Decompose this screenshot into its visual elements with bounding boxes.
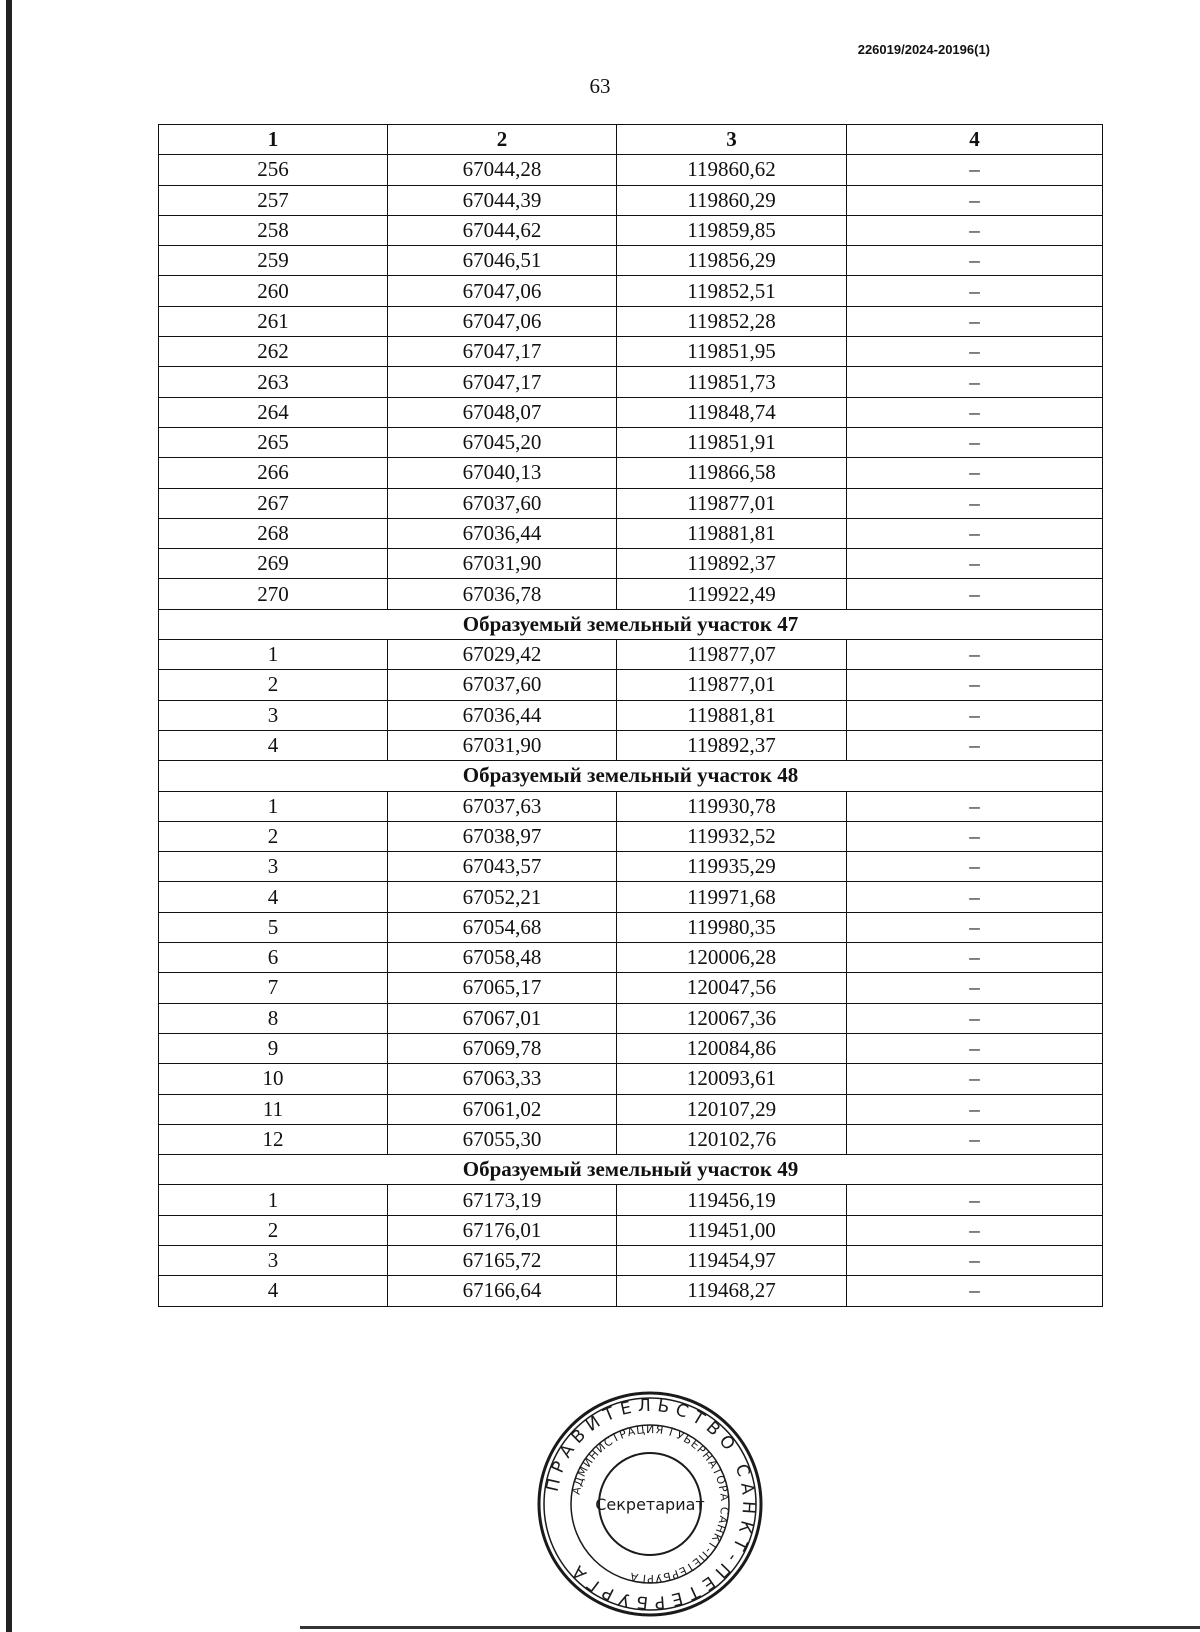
point-number-cell: 267 [159, 488, 388, 518]
y-coordinate-cell: 119971,68 [617, 882, 847, 912]
x-coordinate-cell: 67043,57 [388, 852, 617, 882]
x-coordinate-cell: 67052,21 [388, 882, 617, 912]
point-number-cell: 3 [159, 700, 388, 730]
y-coordinate-cell: 119456,19 [617, 1185, 847, 1215]
x-coordinate-cell: 67165,72 [388, 1245, 617, 1275]
note-cell: – [847, 579, 1103, 609]
point-number-cell: 3 [159, 1245, 388, 1275]
point-number-cell: 4 [159, 1276, 388, 1306]
note-cell: – [847, 458, 1103, 488]
note-cell: – [847, 1064, 1103, 1094]
y-coordinate-cell: 119881,81 [617, 518, 847, 548]
note-cell: – [847, 549, 1103, 579]
x-coordinate-cell: 67176,01 [388, 1215, 617, 1245]
y-coordinate-cell: 119866,58 [617, 458, 847, 488]
y-coordinate-cell: 119851,95 [617, 337, 847, 367]
x-coordinate-cell: 67047,17 [388, 337, 617, 367]
note-cell: – [847, 1215, 1103, 1245]
column-header: 3 [617, 125, 847, 155]
table-header-row [159, 125, 1103, 155]
y-coordinate-cell: 119852,28 [617, 306, 847, 336]
point-number-cell: 266 [159, 458, 388, 488]
note-cell: – [847, 427, 1103, 457]
point-number-cell: 265 [159, 427, 388, 457]
point-number-cell: 9 [159, 1033, 388, 1063]
note-cell: – [847, 276, 1103, 306]
table-row [159, 458, 1103, 488]
x-coordinate-cell: 67029,42 [388, 640, 617, 670]
seal-center-text: Секретариат [595, 1495, 705, 1514]
table-row [159, 1094, 1103, 1124]
note-cell: – [847, 912, 1103, 942]
y-coordinate-cell: 119877,01 [617, 488, 847, 518]
table-row [159, 488, 1103, 518]
note-cell: – [847, 973, 1103, 1003]
y-coordinate-cell: 119892,37 [617, 549, 847, 579]
table-row [159, 670, 1103, 700]
note-cell: – [847, 943, 1103, 973]
x-coordinate-cell: 67063,33 [388, 1064, 617, 1094]
x-coordinate-cell: 67036,78 [388, 579, 617, 609]
table-row [159, 367, 1103, 397]
section-title: Образуемый земельный участок 48 [159, 761, 1103, 791]
table-row [159, 700, 1103, 730]
y-coordinate-cell: 119856,29 [617, 246, 847, 276]
y-coordinate-cell: 120067,36 [617, 1003, 847, 1033]
note-cell: – [847, 185, 1103, 215]
note-cell: – [847, 730, 1103, 760]
point-number-cell: 256 [159, 155, 388, 185]
table-row [159, 1185, 1103, 1215]
column-header: 1 [159, 125, 388, 155]
note-cell: – [847, 215, 1103, 245]
point-number-cell: 1 [159, 791, 388, 821]
y-coordinate-cell: 120006,28 [617, 943, 847, 973]
point-number-cell: 2 [159, 1215, 388, 1245]
y-coordinate-cell: 119922,49 [617, 579, 847, 609]
table-row [159, 518, 1103, 548]
note-cell: – [847, 1094, 1103, 1124]
note-cell: – [847, 155, 1103, 185]
section-title: Образуемый земельный участок 49 [159, 1155, 1103, 1185]
x-coordinate-cell: 67173,19 [388, 1185, 617, 1215]
table-row [159, 1245, 1103, 1275]
table-row [159, 579, 1103, 609]
point-number-cell: 2 [159, 821, 388, 851]
note-cell: – [847, 1185, 1103, 1215]
point-number-cell: 11 [159, 1094, 388, 1124]
note-cell: – [847, 488, 1103, 518]
table-row [159, 640, 1103, 670]
table-row [159, 821, 1103, 851]
table-row [159, 912, 1103, 942]
y-coordinate-cell: 120047,56 [617, 973, 847, 1003]
point-number-cell: 4 [159, 730, 388, 760]
point-number-cell: 259 [159, 246, 388, 276]
note-cell: – [847, 1276, 1103, 1306]
x-coordinate-cell: 67045,20 [388, 427, 617, 457]
point-number-cell: 12 [159, 1124, 388, 1154]
note-cell: – [847, 246, 1103, 276]
section-row [159, 761, 1103, 791]
column-header: 2 [388, 125, 617, 155]
x-coordinate-cell: 67069,78 [388, 1033, 617, 1063]
x-coordinate-cell: 67036,44 [388, 518, 617, 548]
x-coordinate-cell: 67055,30 [388, 1124, 617, 1154]
note-cell: – [847, 640, 1103, 670]
point-number-cell: 260 [159, 276, 388, 306]
table-row [159, 882, 1103, 912]
y-coordinate-cell: 120102,76 [617, 1124, 847, 1154]
table-row [159, 306, 1103, 336]
x-coordinate-cell: 67065,17 [388, 973, 617, 1003]
note-cell: – [847, 1124, 1103, 1154]
note-cell: – [847, 1245, 1103, 1275]
table-row [159, 276, 1103, 306]
table-row [159, 852, 1103, 882]
note-cell: – [847, 337, 1103, 367]
y-coordinate-cell: 119877,01 [617, 670, 847, 700]
point-number-cell: 258 [159, 215, 388, 245]
table-body [159, 155, 1103, 1306]
note-cell: – [847, 518, 1103, 548]
y-coordinate-cell: 120084,86 [617, 1033, 847, 1063]
table-row [159, 1215, 1103, 1245]
note-cell: – [847, 882, 1103, 912]
y-coordinate-cell: 119881,81 [617, 700, 847, 730]
x-coordinate-cell: 67037,60 [388, 670, 617, 700]
y-coordinate-cell: 119852,51 [617, 276, 847, 306]
x-coordinate-cell: 67046,51 [388, 246, 617, 276]
table-row [159, 246, 1103, 276]
y-coordinate-cell: 119848,74 [617, 397, 847, 427]
note-cell: – [847, 1003, 1103, 1033]
x-coordinate-cell: 67044,28 [388, 155, 617, 185]
x-coordinate-cell: 67031,90 [388, 549, 617, 579]
note-cell: – [847, 791, 1103, 821]
note-cell: – [847, 852, 1103, 882]
table-row [159, 730, 1103, 760]
y-coordinate-cell: 119851,91 [617, 427, 847, 457]
table-row [159, 1033, 1103, 1063]
note-cell: – [847, 367, 1103, 397]
x-coordinate-cell: 67048,07 [388, 397, 617, 427]
x-coordinate-cell: 67047,17 [388, 367, 617, 397]
point-number-cell: 269 [159, 549, 388, 579]
x-coordinate-cell: 67037,63 [388, 791, 617, 821]
y-coordinate-cell: 119980,35 [617, 912, 847, 942]
x-coordinate-cell: 67047,06 [388, 276, 617, 306]
y-coordinate-cell: 120107,29 [617, 1094, 847, 1124]
page-number: 63 [589, 74, 611, 98]
x-coordinate-cell: 67038,97 [388, 821, 617, 851]
note-cell: – [847, 821, 1103, 851]
table-row [159, 549, 1103, 579]
point-number-cell: 8 [159, 1003, 388, 1033]
coordinates-table [158, 124, 1103, 1307]
table-row [159, 1124, 1103, 1154]
seal-inner-text: АДМИНИСТРАЦИЯ ГУБЕРНАТОРА САНКТ-ПЕТЕРБУРГА [569, 1422, 732, 1586]
point-number-cell: 263 [159, 367, 388, 397]
table-row [159, 943, 1103, 973]
point-number-cell: 2 [159, 670, 388, 700]
seal-outer-text: ПРАВИТЕЛЬСТВО САНКТ-ПЕТЕРБУРГА [542, 1395, 759, 1613]
y-coordinate-cell: 119860,62 [617, 155, 847, 185]
section-row [159, 1155, 1103, 1185]
x-coordinate-cell: 67031,90 [388, 730, 617, 760]
table-row [159, 337, 1103, 367]
x-coordinate-cell: 67166,64 [388, 1276, 617, 1306]
y-coordinate-cell: 119451,00 [617, 1215, 847, 1245]
scan-bottom-edge [300, 1626, 1200, 1629]
point-number-cell: 1 [159, 1185, 388, 1215]
point-number-cell: 1 [159, 640, 388, 670]
point-number-cell: 261 [159, 306, 388, 336]
point-number-cell: 3 [159, 852, 388, 882]
x-coordinate-cell: 67037,60 [388, 488, 617, 518]
point-number-cell: 5 [159, 912, 388, 942]
section-row [159, 609, 1103, 639]
column-header: 4 [847, 125, 1103, 155]
table-row [159, 973, 1103, 1003]
x-coordinate-cell: 67047,06 [388, 306, 617, 336]
point-number-cell: 262 [159, 337, 388, 367]
point-number-cell: 4 [159, 882, 388, 912]
point-number-cell: 257 [159, 185, 388, 215]
table-row [159, 427, 1103, 457]
x-coordinate-cell: 67036,44 [388, 700, 617, 730]
point-number-cell: 7 [159, 973, 388, 1003]
y-coordinate-cell: 119468,27 [617, 1276, 847, 1306]
x-coordinate-cell: 67054,68 [388, 912, 617, 942]
section-title: Образуемый земельный участок 47 [159, 609, 1103, 639]
table-row [159, 185, 1103, 215]
note-cell: – [847, 700, 1103, 730]
point-number-cell: 10 [159, 1064, 388, 1094]
x-coordinate-cell: 67044,39 [388, 185, 617, 215]
table-row [159, 155, 1103, 185]
y-coordinate-cell: 119859,85 [617, 215, 847, 245]
y-coordinate-cell: 119877,07 [617, 640, 847, 670]
secretariat-seal [535, 1389, 765, 1619]
y-coordinate-cell: 119454,97 [617, 1245, 847, 1275]
x-coordinate-cell: 67040,13 [388, 458, 617, 488]
point-number-cell: 6 [159, 943, 388, 973]
x-coordinate-cell: 67067,01 [388, 1003, 617, 1033]
note-cell: – [847, 397, 1103, 427]
point-number-cell: 270 [159, 579, 388, 609]
point-number-cell: 264 [159, 397, 388, 427]
y-coordinate-cell: 119860,29 [617, 185, 847, 215]
table-row [159, 1003, 1103, 1033]
x-coordinate-cell: 67044,62 [388, 215, 617, 245]
y-coordinate-cell: 120093,61 [617, 1064, 847, 1094]
x-coordinate-cell: 67058,48 [388, 943, 617, 973]
note-cell: – [847, 670, 1103, 700]
y-coordinate-cell: 119851,73 [617, 367, 847, 397]
note-cell: – [847, 306, 1103, 336]
document-id: 226019/2024-20196(1) [857, 42, 990, 57]
y-coordinate-cell: 119932,52 [617, 821, 847, 851]
y-coordinate-cell: 119892,37 [617, 730, 847, 760]
note-cell: – [847, 1033, 1103, 1063]
x-coordinate-cell: 67061,02 [388, 1094, 617, 1124]
table-row [159, 397, 1103, 427]
scan-left-edge [6, 0, 12, 1632]
point-number-cell: 268 [159, 518, 388, 548]
table-row [159, 215, 1103, 245]
table-row [159, 791, 1103, 821]
table-row [159, 1276, 1103, 1306]
y-coordinate-cell: 119930,78 [617, 791, 847, 821]
table-row [159, 1064, 1103, 1094]
y-coordinate-cell: 119935,29 [617, 852, 847, 882]
